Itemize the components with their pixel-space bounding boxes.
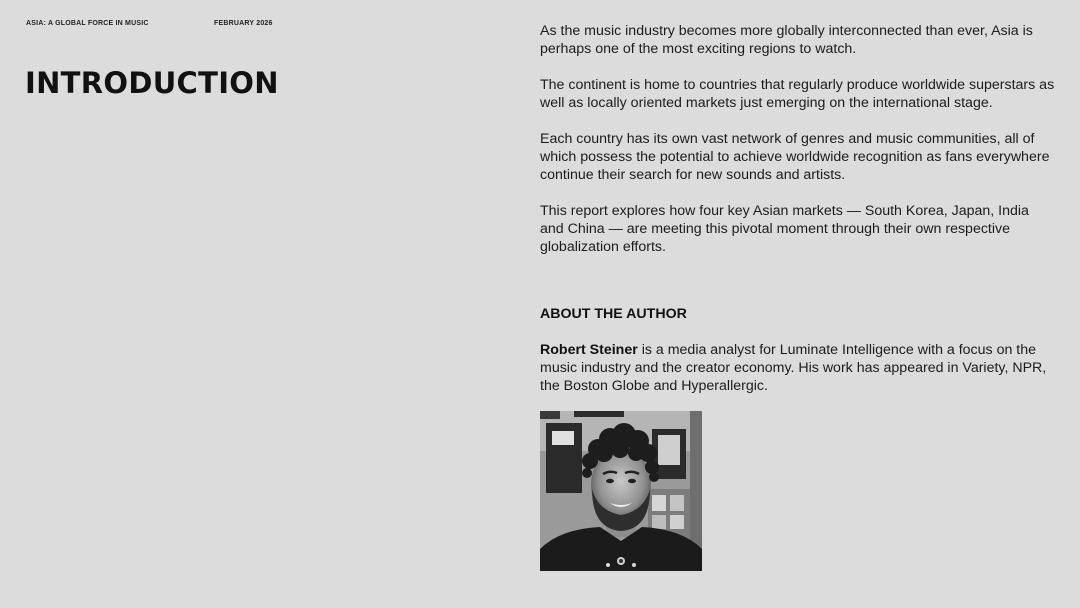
intro-paragraph: Each country has its own vast network of genres and music communities, all of which possess the potential to achieve worldwide recognition as fans everywhere continue their search for new sounds and artists. (540, 131, 1050, 183)
author-bio-text: is a media analyst for Luminate Intelligence with a focus on the music industry and the creator economy. His work has appeared in Variety, NPR, the Boston Globe and Hyperallergic. (540, 342, 1047, 394)
intro-paragraph: The continent is home to countries that regularly produce worldwide superstars as well as locally oriented markets just emerging on the international stage. (540, 77, 1055, 111)
author-name: Robert Steiner (540, 342, 638, 358)
report-date: FEBRUARY 2026 (214, 20, 273, 27)
report-title: ASIA: A GLOBAL FORCE IN MUSIC (26, 20, 149, 27)
author-photo (540, 411, 702, 571)
intro-paragraph: As the music industry becomes more globally interconnected than ever, Asia is perhaps one of the most exciting regions to watch. (540, 23, 1033, 57)
about-author-heading: ABOUT THE AUTHOR (540, 306, 687, 322)
page-title: INTRODUCTION (25, 66, 279, 100)
intro-column (540, 22, 1055, 413)
intro-paragraph: This report explores how four key Asian markets — South Korea, Japan, India and China — are meeting this pivotal moment through their own respective globalization efforts. (540, 203, 1029, 255)
author-bio (540, 341, 1055, 395)
